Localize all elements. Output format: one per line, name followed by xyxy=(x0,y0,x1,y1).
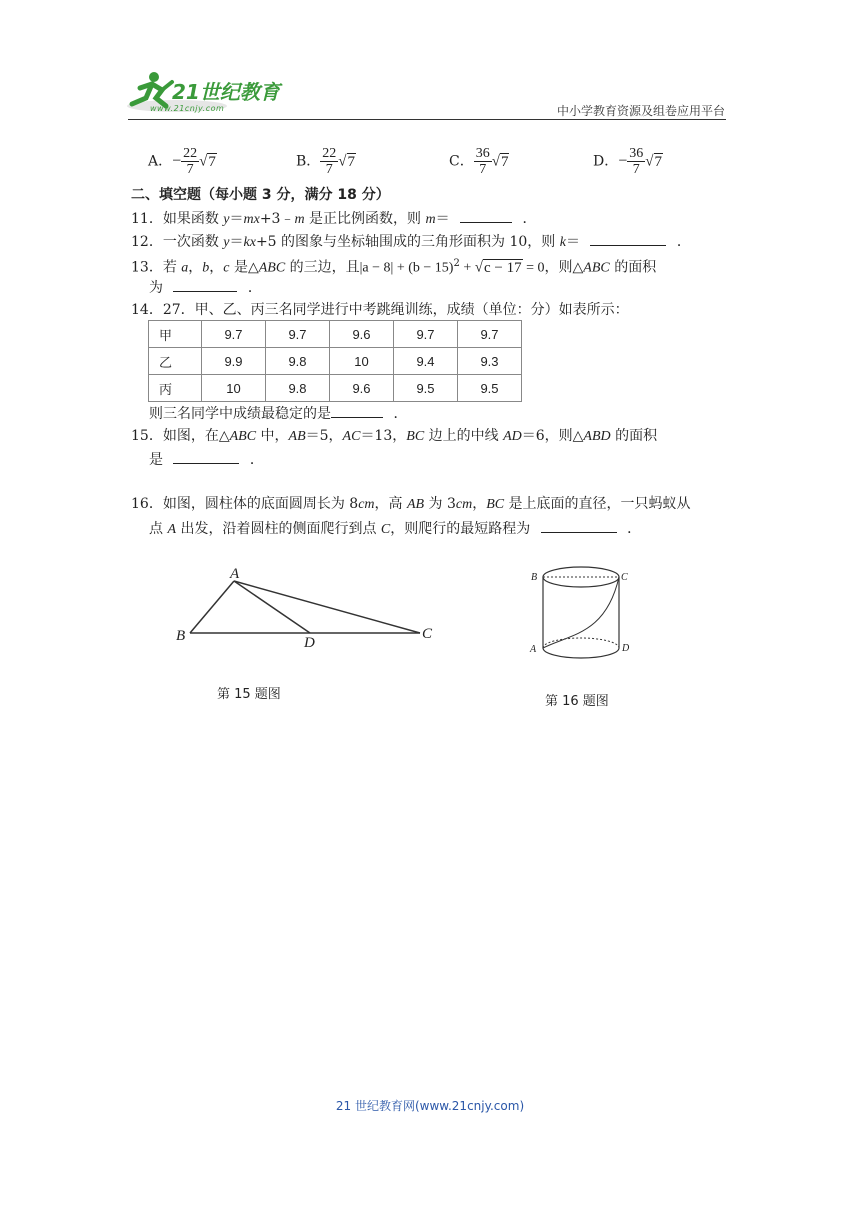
fraction: $\frac{36}{7}$ xyxy=(475,146,490,177)
point-c-label: C xyxy=(621,572,628,583)
option-sign: − xyxy=(618,152,628,170)
point-d-label: D xyxy=(304,635,315,651)
table-row: 甲 9.7 9.7 9.6 9.7 9.7 xyxy=(149,321,522,348)
footer-link[interactable]: 21 世纪教育网(www.21cnjy.com) xyxy=(335,1099,525,1113)
question-14-after: 则三名同学中成绩最稳定的是 ． xyxy=(149,403,407,424)
sqrt: √7 xyxy=(491,153,509,170)
question-16-line2: 点 A 出发，沿着圆柱的侧面爬行到点 C，则爬行的最短路程为 ． xyxy=(149,518,641,540)
fraction: $\frac{22}{7}$ xyxy=(183,146,198,177)
point-a-label: A xyxy=(530,644,537,655)
answer-blank[interactable] xyxy=(331,403,383,418)
point-b-label: B xyxy=(531,572,538,583)
sqrt: √7 xyxy=(338,153,356,170)
point-b-label: B xyxy=(176,628,186,644)
question-13: 13．若 a，b，c 是△ABC 的三边，且$|a - 8| + (b - 15)^2 + √c - 17 = 0$，则△ABC 的面积 xyxy=(131,258,657,276)
header-rule xyxy=(128,119,726,120)
fraction: $\frac{22}{7}$ xyxy=(322,146,337,177)
question-11: 11．如果函数 y＝mx+3﹣m 是正比例函数，则 m＝ ． xyxy=(131,208,537,230)
figure-16-caption: 第 16 题图 xyxy=(545,694,609,709)
option-letter: C． xyxy=(449,153,474,170)
answer-blank[interactable] xyxy=(173,277,237,292)
question-14: 14．27．甲、乙、丙三名同学进行中考跳绳训练，成绩（单位：分）如表所示： xyxy=(131,302,629,318)
logo-text: 21世纪教育 xyxy=(172,80,280,104)
section-title: 二、填空题（每小题 3 分，满分 18 分） xyxy=(131,187,390,203)
fraction: $\frac{36}{7}$ xyxy=(629,146,644,177)
segment-ab xyxy=(190,581,234,633)
answer-blank[interactable] xyxy=(541,518,617,533)
question-15: 15．如图，在△ABC 中，AB＝5，AC＝13，BC 边上的中线 AD＝6，则△ABD 的面积 xyxy=(131,428,658,444)
point-d-label: D xyxy=(622,643,630,654)
table-row: 乙 9.9 9.8 10 9.4 9.3 xyxy=(149,348,522,375)
answer-blank[interactable] xyxy=(590,231,666,246)
question-15-line2: 是 ． xyxy=(149,449,264,470)
bottom-front-arc xyxy=(543,648,619,658)
figure-16-cylinder xyxy=(526,552,636,664)
table-row: 丙 10 9.8 9.6 9.5 9.5 xyxy=(149,375,522,402)
figure-15-caption: 第 15 题图 xyxy=(217,687,281,702)
segment-ad xyxy=(234,581,310,633)
option-letter: D． xyxy=(593,153,619,170)
question-12: 12．一次函数 y＝kx+5 的图象与坐标轴围成的三角形面积为 10，则 k＝ ． xyxy=(131,231,691,253)
logo-url: www.21cnjy.com xyxy=(150,104,225,113)
header-logo xyxy=(122,68,292,118)
option-d xyxy=(593,146,663,177)
sqrt: √c − 17 xyxy=(474,259,522,276)
option-a xyxy=(148,146,217,177)
option-c xyxy=(449,146,509,177)
segment-ac xyxy=(234,581,420,633)
sqrt: √7 xyxy=(645,153,662,170)
option-b xyxy=(296,146,356,177)
option-sign: − xyxy=(172,152,182,170)
question-16: 16．如图，圆柱体的底面圆周长为 8cm，高 AB 为 3cm，BC 是上底面的直径，一只蚂蚁从 xyxy=(131,496,691,512)
option-letter: A． xyxy=(148,153,173,170)
option-letter: B． xyxy=(296,153,321,170)
platform-name: 中小学教育资源及组卷应用平台 xyxy=(556,104,725,118)
point-c-label: C xyxy=(422,626,433,642)
answer-blank[interactable] xyxy=(173,449,239,464)
ant-path xyxy=(543,577,619,648)
answer-blank[interactable] xyxy=(460,208,512,223)
sqrt: √7 xyxy=(199,153,216,170)
equation: |a − 8| + (b − 15) xyxy=(359,260,454,276)
question-13-line2: 为 ． xyxy=(149,277,262,298)
score-table xyxy=(148,320,522,402)
point-a-label: A xyxy=(230,566,240,582)
figure-15-triangle xyxy=(170,562,440,657)
